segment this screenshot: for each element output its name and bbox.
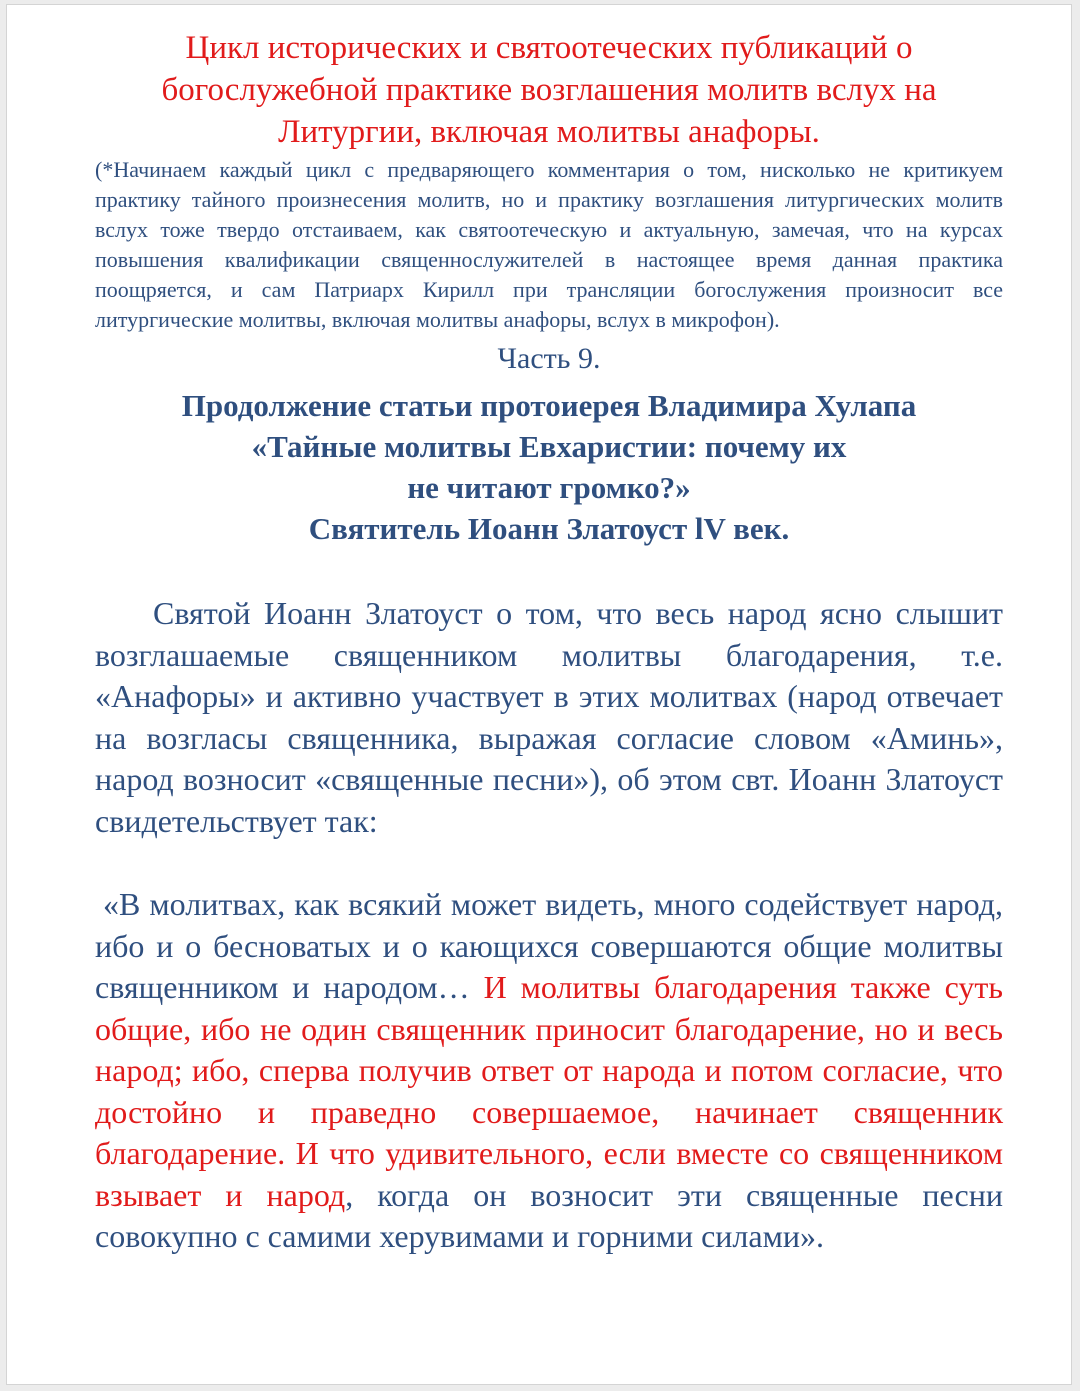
quote-highlight: И молитвы благодарения также суть общие, ибо не один священник приносит благодарение, но и весь народ; ибо, сперва получив ответ от народа и потом согласие, что достойно и праведно совершаемое, начинает священник благодарение. И что удивительного, если вместе со священником взывает и народ — [95, 969, 1004, 1213]
article-heading-line-4: Святитель Иоанн Златоуст lV век. — [308, 511, 790, 546]
part-number: Часть 9. — [497, 342, 601, 375]
quote-end: , когда он возносит эти священные песни совокупно с самими херувимами и горними силами». — [95, 1176, 1004, 1254]
series-note: (*Начинаем каждый цикл с предваряющего комментария о том, нисколько не критикуем практику тайного произнесения молитв, но и практику возглашения литургических молитв вслух тоже твердо отстаиваем, как святоотеческую и актуальную, замечая, что на курсах повышения квалификации священнослужителей в настоящее время данная практика поощряется, и сам Патриарх Кирилл при трансляции богослужения произносит все литургические молитвы, включая молитвы анафоры, вслух в микрофон). — [95, 157, 1003, 332]
article-heading-line-2: «Тайные молитвы Евхаристии: почему их — [251, 429, 847, 464]
page-content — [95, 27, 1003, 1258]
series-title: Цикл исторических и святоотеческих публикаций о богослужебной практике возглашения молитв вслух на Литургии, включая молитвы анафоры. — [161, 30, 937, 150]
quote-start: «В молитвах, как всякий может видеть, много содействует народ, ибо и о бесноватых и о кающихся совершаются общие молитвы священником и народом… — [95, 886, 1003, 1005]
body-paragraph-intro: Святой Иоанн Златоуст о том, что весь народ ясно слышит возглашаемые священником молитвы благодарения, т.е. «Анафоры» и активно участвует в этих молитвах (народ отвечает на возгласы священника, выражая согласие словом «Аминь», народ возносит «священные песни»), об этом свт. Иоанн Златоуст свидетельствует так: — [95, 595, 1003, 839]
article-heading-line-3: не читают громко?» — [407, 470, 691, 505]
body-paragraph-quote — [95, 884, 1003, 1258]
article-heading-line-1: Продолжение статьи протоиерея Владимира Хулапа — [181, 388, 917, 423]
document-page — [6, 4, 1072, 1385]
article-heading — [95, 385, 1003, 549]
